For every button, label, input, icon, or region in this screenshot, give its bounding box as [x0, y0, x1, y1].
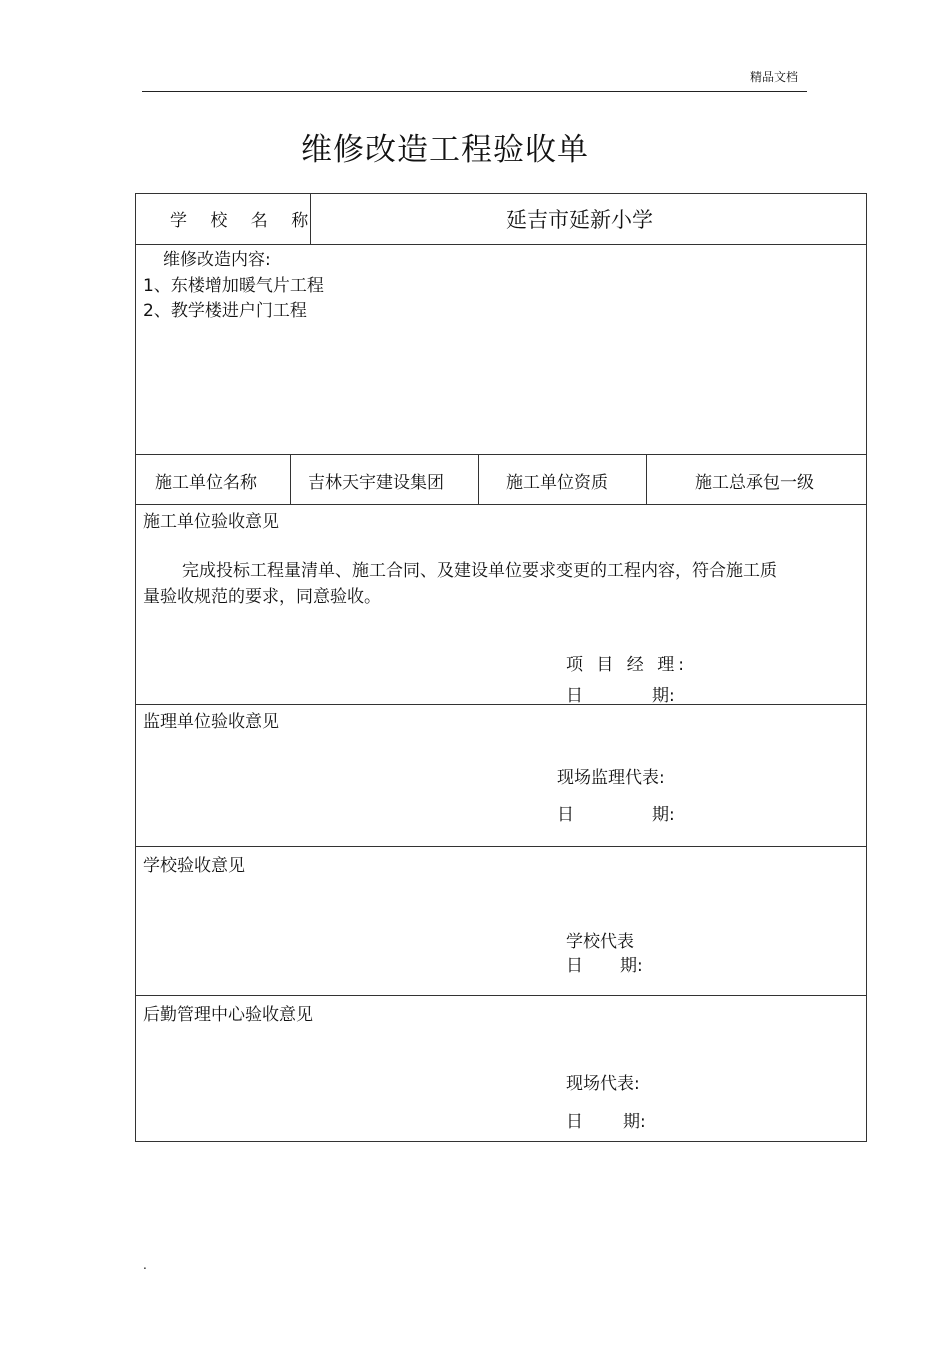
- header-divider: [142, 91, 807, 92]
- project-manager-signature-label: 项 目 经 理:: [566, 655, 688, 675]
- date-label-right: 期:: [652, 805, 675, 825]
- contractor-opinion-text: 量验收规范的要求，同意验收。: [143, 587, 381, 607]
- date-label-left: 日: [557, 805, 574, 825]
- contractor-qualification-value: 施工总承包一级: [695, 473, 814, 493]
- column-divider: [646, 454, 647, 504]
- supervisor-opinion-label: 监理单位验收意见: [143, 712, 279, 732]
- date-label-left: 日: [566, 956, 583, 976]
- row-divider: [135, 846, 866, 847]
- header-watermark: 精品文档: [750, 70, 799, 84]
- row-divider: [135, 454, 866, 455]
- column-divider: [478, 454, 479, 504]
- date-label-left: 日: [566, 686, 583, 706]
- school-name-value: 延吉市延新小学: [506, 208, 653, 232]
- column-divider: [290, 454, 291, 504]
- contractor-name-value: 吉林天宇建设集团: [308, 473, 444, 493]
- row-divider: [135, 995, 866, 996]
- contractor-opinion-label: 施工单位验收意见: [143, 512, 279, 532]
- date-label-right: 期:: [620, 956, 643, 976]
- school-opinion-label: 学校验收意见: [143, 856, 245, 876]
- supervisor-signature-label: 现场监理代表:: [557, 768, 665, 788]
- onsite-representative-label: 现场代表:: [566, 1074, 640, 1094]
- content-item: 1、东楼增加暖气片工程: [143, 276, 324, 296]
- content-label: 维修改造内容:: [163, 250, 271, 270]
- date-label-right: 期:: [623, 1112, 646, 1132]
- logistics-opinion-label: 后勤管理中心验收意见: [143, 1005, 313, 1025]
- school-name-label: 学 校 名 称: [170, 211, 318, 231]
- contractor-qualification-label: 施工单位资质: [506, 473, 608, 493]
- date-label-left: 日: [566, 1112, 583, 1132]
- contractor-name-label: 施工单位名称: [155, 473, 257, 493]
- contractor-opinion-text: 完成投标工程量清单、施工合同、及建设单位要求变更的工程内容，符合施工质: [182, 561, 777, 581]
- school-representative-label: 学校代表: [566, 932, 634, 952]
- page-title: 维修改造工程验收单: [301, 132, 589, 168]
- footer-mark: .: [143, 1258, 147, 1272]
- date-label-right: 期:: [652, 686, 675, 706]
- content-item: 2、教学楼进户门工程: [143, 301, 307, 321]
- row-divider: [135, 704, 866, 705]
- row-divider: [135, 504, 866, 505]
